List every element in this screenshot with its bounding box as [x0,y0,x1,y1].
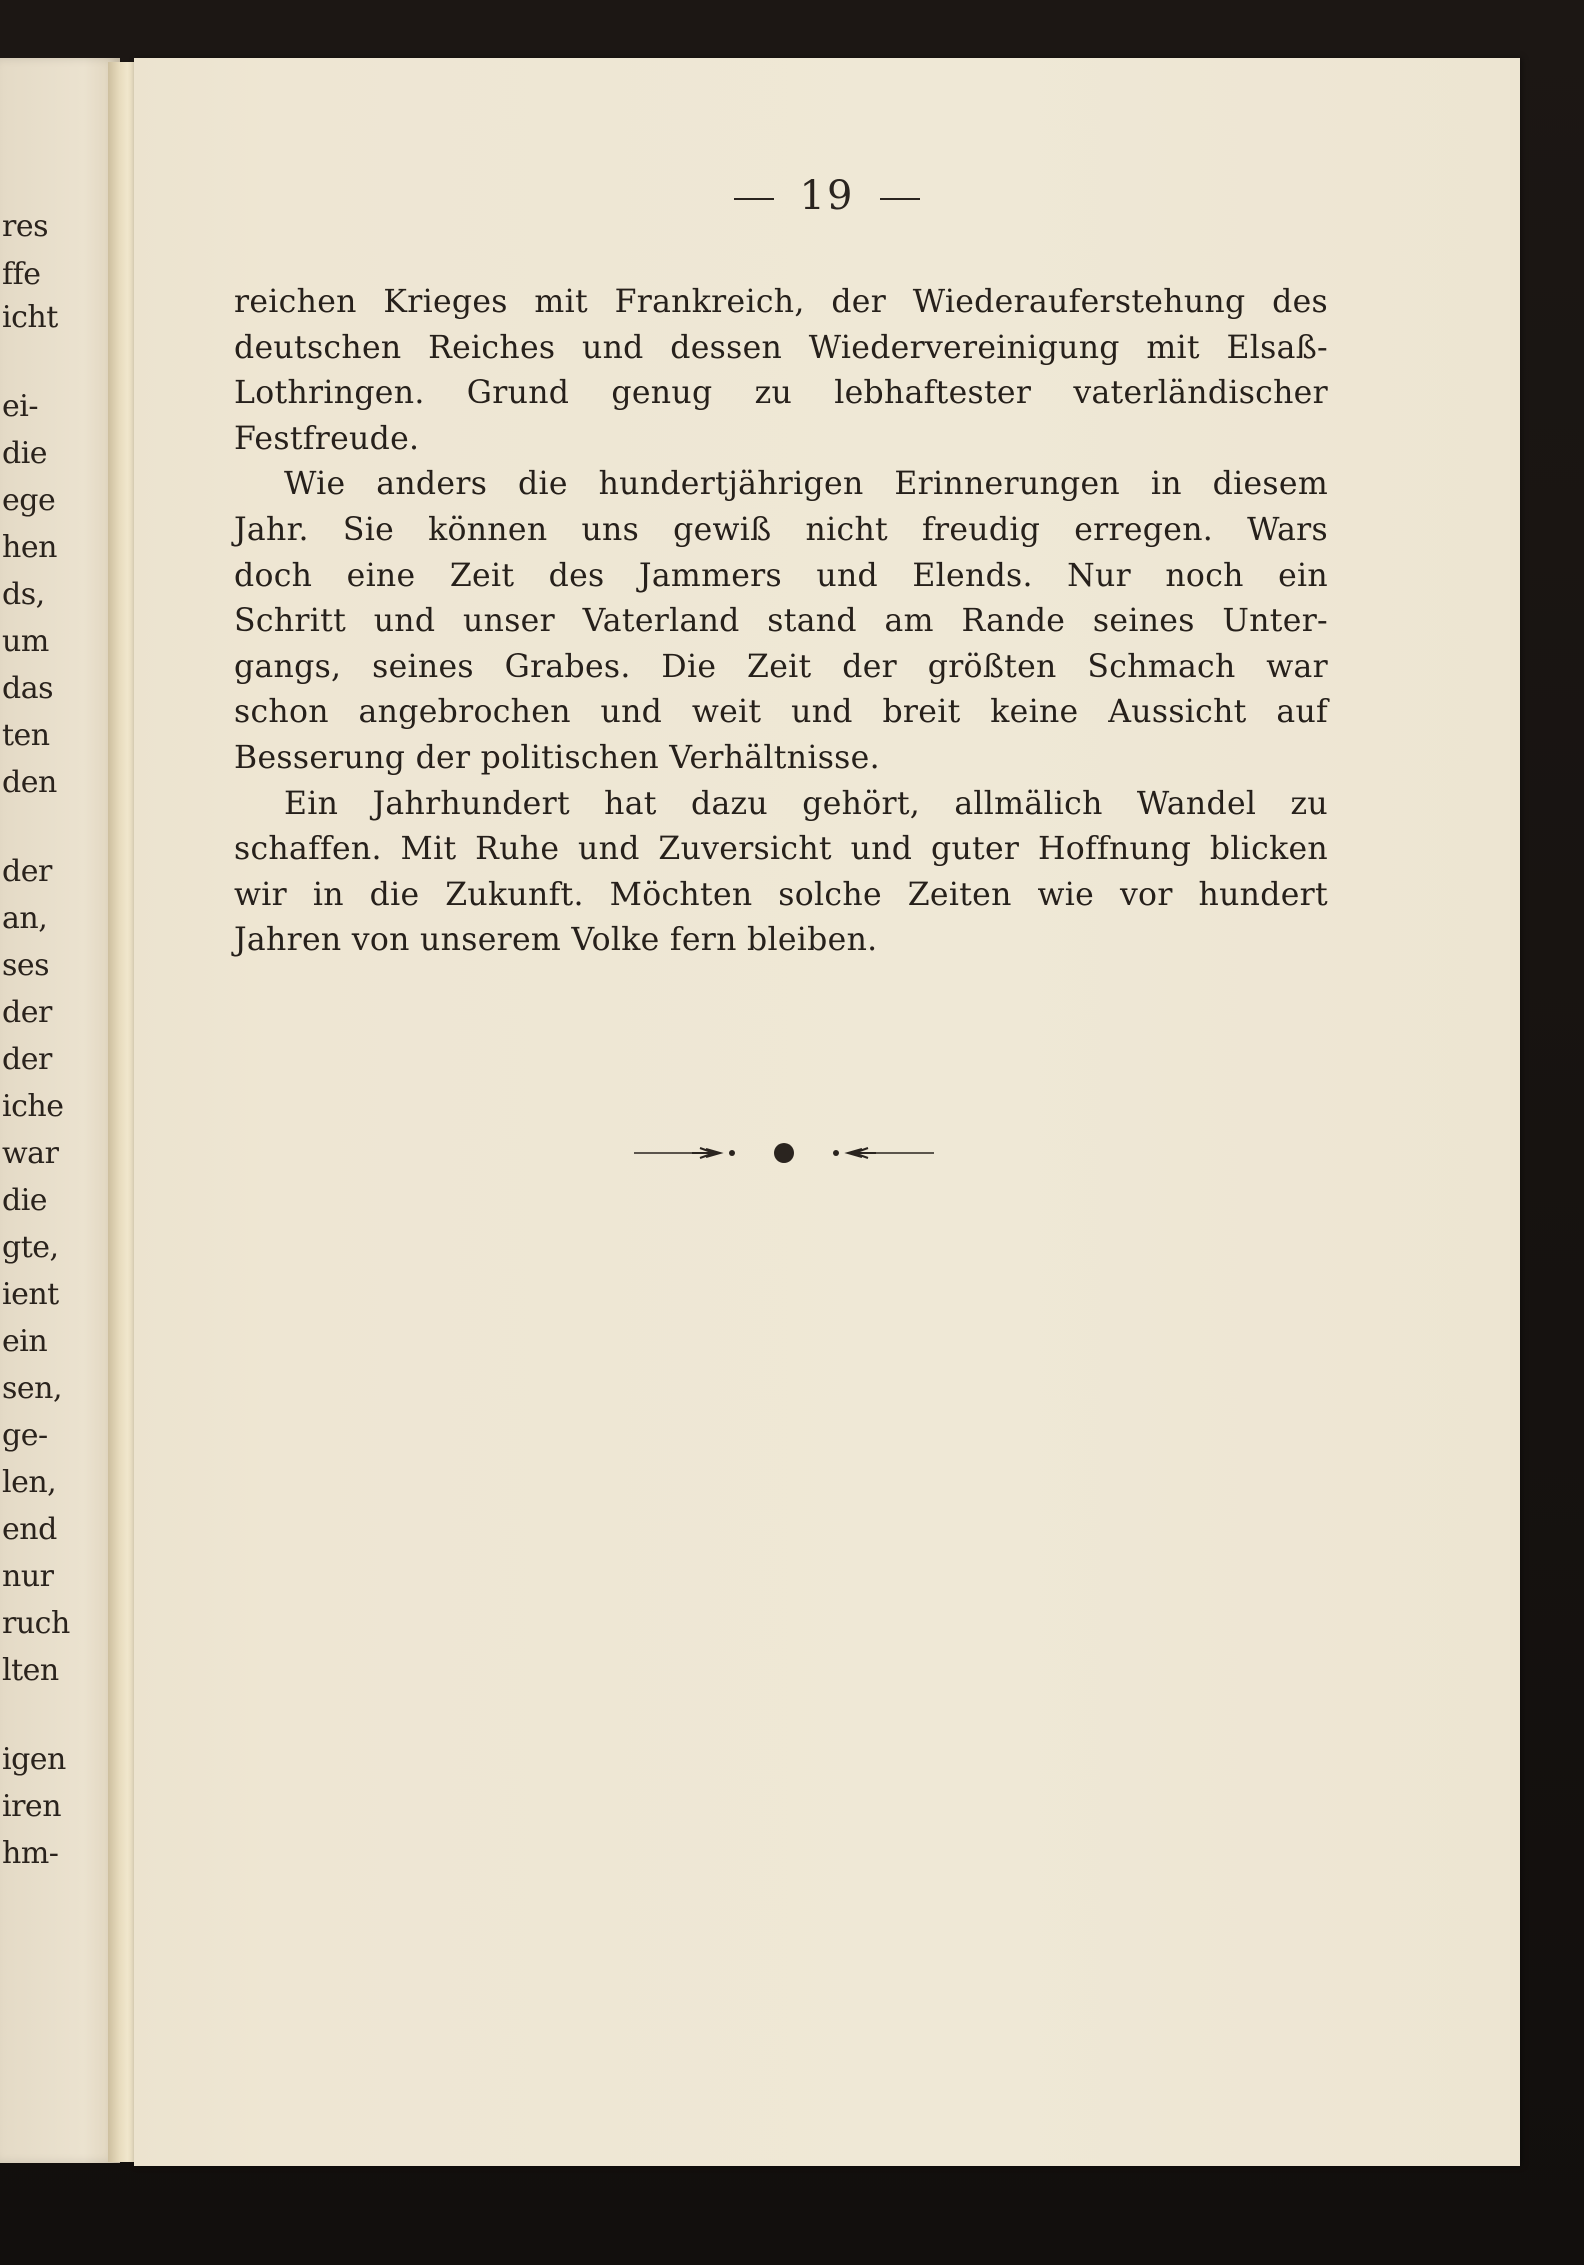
page-number-header [134,173,1520,219]
facing-page-fragment: der [2,854,52,889]
text-line: gangs, seines Grabes. Die Zeit der größten Schmach war [234,648,1328,685]
facing-page-fragment: nur [2,1559,54,1594]
facing-page-fragment: res [2,209,48,244]
facing-page-fragment: icht [2,300,58,335]
text-line: Jahren von unserem Volke fern bleiben. [234,922,878,959]
text-line: Jahr. Sie können uns gewiß nicht freudig erregen. Wars [234,511,1328,548]
facing-page-fragment: der [2,1042,52,1077]
facing-page-fragment: um [2,624,49,659]
book-page [134,58,1520,2166]
text-line: Lothringen. Grund genug zu lebhaftester vaterländischer [234,375,1328,412]
text-line: Besserung der politischen Verhältnisse. [234,739,880,776]
text-line: doch eine Zeit des Jammers und Elends. Nur noch ein [234,557,1328,594]
facing-page-fragment: der [2,995,52,1030]
text-line: Wie anders die hundertjährigen Erinnerungen in diesem [284,466,1328,503]
facing-page-fragment: die [2,1183,48,1218]
facing-page-fragment: len, [2,1465,57,1500]
text-line: deutschen Reiches und dessen Wiedervereinigung mit Elsaß- [234,329,1328,366]
facing-page-fragment: ient [2,1277,59,1312]
facing-page-fragment: ge- [2,1418,48,1453]
dash-right [880,198,920,200]
facing-page-fragment: an, [2,901,48,936]
body-text [234,280,1328,964]
text-line: Schritt und unser Vaterland stand am Rande seines Unter- [234,603,1328,640]
text-line: wir in die Zukunft. Möchten solche Zeiten wie vor hundert [234,876,1328,913]
facing-page [0,58,120,2163]
facing-page-fragment: iren [2,1789,62,1824]
facing-page-fragment: ei- [2,389,38,424]
text-line: Festfreude. [234,420,420,457]
text-line: schon angebrochen und weit und breit keine Aussicht auf [234,694,1328,731]
facing-page-fragment: war [2,1136,59,1171]
facing-page-fragment: ten [2,718,50,753]
facing-page-fragment: den [2,765,57,800]
dash-left [734,198,774,200]
ornament-divider [634,1138,934,1168]
facing-page-fragment: gte, [2,1230,59,1265]
page-number: 19 [799,173,855,219]
text-line: Ein Jahrhundert hat dazu gehört, allmälich Wandel zu [284,785,1328,822]
facing-page-fragment: lten [2,1653,59,1688]
facing-page-fragment: ruch [2,1606,70,1641]
facing-page-fragment: ein [2,1324,48,1359]
facing-page-fragment: igen [2,1742,66,1777]
text-line: schaffen. Mit Ruhe und Zuversicht und guter Hoffnung blicken [234,831,1328,868]
text-line: reichen Krieges mit Frankreich, der Wiederauferstehung des [234,284,1328,320]
facing-page-fragment: end [2,1512,57,1547]
facing-page-fragment: ds, [2,577,45,612]
facing-page-fragment: das [2,671,53,706]
facing-page-fragment: die [2,436,48,471]
facing-page-fragment: ege [2,483,56,518]
facing-page-fragment: sen, [2,1371,63,1406]
facing-page-fragment: iche [2,1089,64,1124]
facing-page-fragment: hen [2,530,57,565]
facing-page-fragment: ses [2,948,50,983]
facing-page-fragment: hm- [2,1836,59,1871]
facing-page-fragment: ffe [2,257,41,292]
